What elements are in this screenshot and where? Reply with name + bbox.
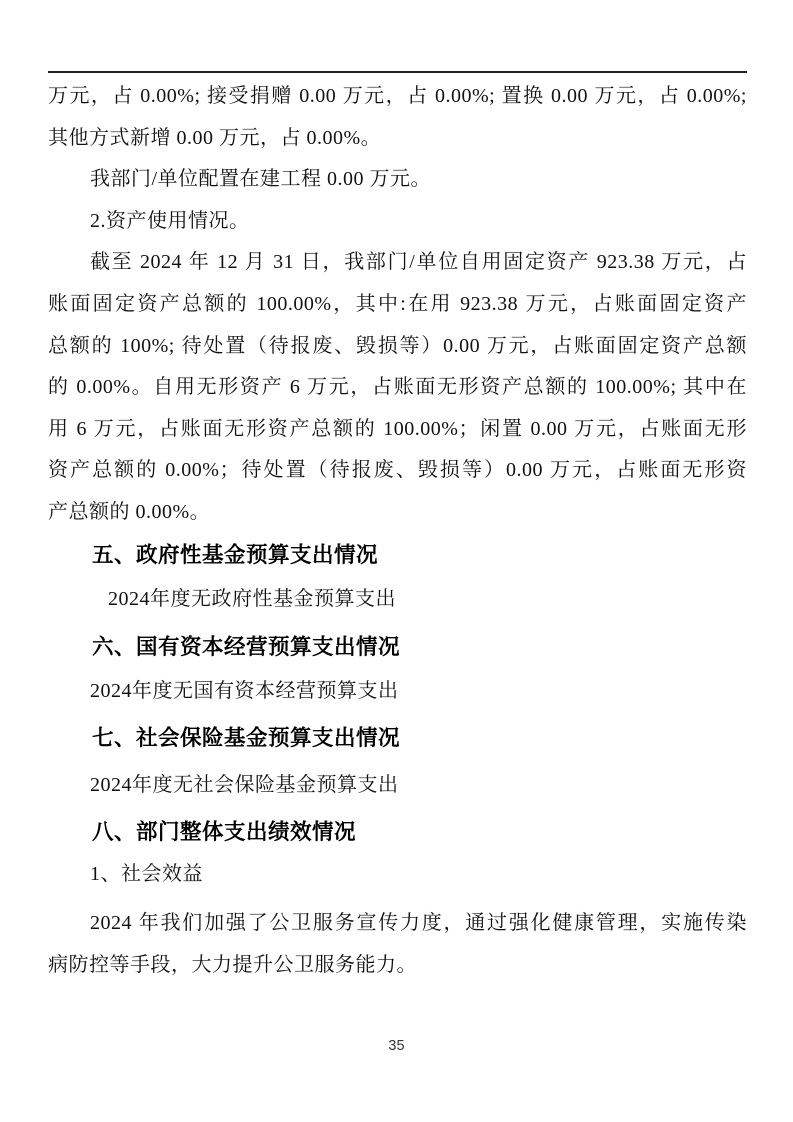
body-line: 其他方式新增 0.00 万元，占 0.00%。 bbox=[48, 126, 382, 149]
section-heading-5: 五、政府性基金预算支出情况 bbox=[92, 542, 379, 567]
header-rule bbox=[48, 71, 747, 73]
body-line: 用 6 万元，占账面无形资产总额的 100.00%；闲置 0.00 万元，占账面无形 bbox=[48, 417, 747, 440]
body-line: 我部门/单位配置在建工程 0.00 万元。 bbox=[90, 168, 432, 191]
section-6-body: 2024年度无国有资本经营预算支出 bbox=[90, 680, 399, 703]
body-line: 产总额的 0.00%。 bbox=[48, 500, 211, 523]
body-line: 账面固定资产总额的 100.00%，其中:在用 923.38 万元，占账面固定资产 bbox=[48, 292, 747, 315]
section-heading-8: 八、部门整体支出绩效情况 bbox=[92, 820, 357, 845]
body-line: 截至 2024 年 12 月 31 日，我部门/单位自用固定资产 923.38 万元，占 bbox=[90, 251, 747, 274]
section-7-body: 2024年度无社会保险基金预算支出 bbox=[90, 773, 399, 796]
body-line: 的 0.00%。自用无形资产 6 万元，占账面无形资产总额的 100.00%; 其中在 bbox=[48, 376, 747, 399]
body-line: 万元，占 0.00%; 接受捐赠 0.00 万元，占 0.00%; 置换 0.00 万元，占 0.00%; bbox=[48, 85, 747, 107]
page-number: 35 bbox=[388, 1038, 405, 1054]
body-line: 病防控等手段，大力提升公卫服务能力。 bbox=[48, 953, 417, 976]
section-8-subheading: 1、社会效益 bbox=[90, 862, 203, 885]
section-5-body: 2024年度无政府性基金预算支出 bbox=[108, 588, 396, 611]
body-line: 2024 年我们加强了公卫服务宣传力度，通过强化健康管理，实施传染 bbox=[90, 912, 747, 935]
page-content bbox=[48, 76, 747, 986]
body-line: 总额的 100%; 待处置（待报废、毁损等）0.00 万元，占账面固定资产总额 bbox=[48, 334, 747, 357]
body-line: 2.资产使用情况。 bbox=[90, 209, 250, 232]
section-heading-7: 七、社会保险基金预算支出情况 bbox=[92, 725, 401, 750]
section-heading-6: 六、国有资本经营预算支出情况 bbox=[92, 634, 401, 659]
body-line: 资产总额的 0.00%；待处置（待报废、毁损等）0.00 万元，占账面无形资 bbox=[48, 459, 747, 482]
